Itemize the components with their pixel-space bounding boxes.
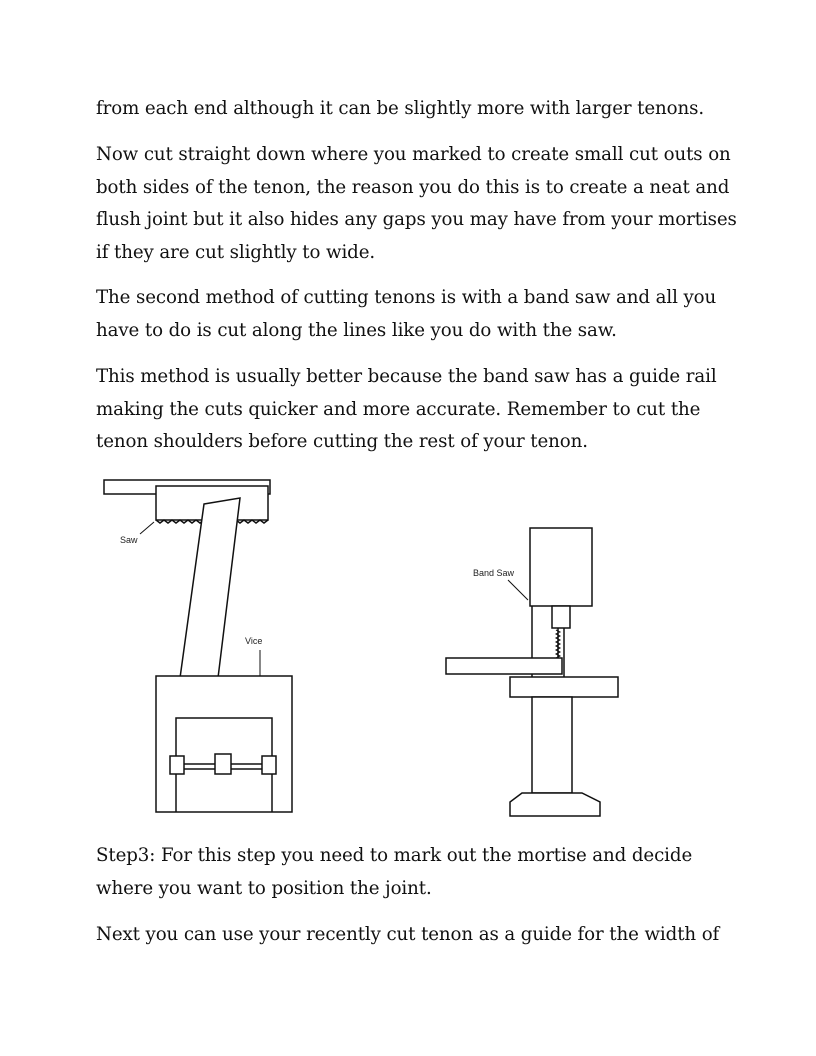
paragraph-tenon-ends: [96, 93, 746, 126]
paragraph-guide-rail: [96, 361, 746, 459]
band-saw-drawing: [446, 528, 618, 816]
band-saw-leader-line: [508, 580, 528, 600]
saw-and-vice-drawing: [104, 480, 292, 812]
vice-screw-right: [262, 756, 276, 774]
text-line: making the cuts quicker and more accurate. Remember to cut the: [96, 398, 701, 420]
workpiece: [180, 498, 240, 678]
band-saw-blade-guide: [552, 606, 570, 628]
vice-screw-left: [170, 756, 184, 774]
saw-label: Saw: [120, 535, 138, 545]
text-line: Now cut straight down where you marked to create small cut outs on: [96, 144, 731, 165]
paragraph-band-saw-method: [96, 282, 746, 347]
text-line: Next you can use your recently cut tenon as a guide for the width of: [96, 924, 720, 945]
paragraph-cut-outs: [96, 139, 746, 269]
tenon-cutting-illustration: [96, 472, 726, 822]
band-saw-label: Band Saw: [473, 568, 515, 578]
band-saw-table: [510, 677, 618, 697]
text-line: The second method of cutting tenons is with a band saw and all you: [96, 287, 717, 308]
band-saw-workpiece: [446, 658, 562, 674]
text-line: both sides of the tenon, the reason you do this is to create a neat and: [96, 176, 730, 198]
band-saw-base: [510, 793, 600, 816]
text-line: This method is usually better because the band saw has a guide rail: [96, 366, 717, 387]
vice-label: Vice: [245, 636, 263, 646]
vice-screw-center: [215, 754, 231, 774]
paragraph-step3: [96, 840, 746, 905]
paragraph-tenon-guide: [96, 919, 746, 952]
text-line: Step3: For this step you need to mark out the mortise and decide: [96, 845, 693, 866]
text-line: from each end although it can be slightly more with larger tenons.: [96, 98, 705, 119]
band-saw-upper-housing: [530, 528, 592, 606]
saw-leader-line: [140, 522, 154, 534]
band-saw-column: [532, 697, 572, 793]
text-line: have to do is cut along the lines like you do with the saw.: [96, 319, 617, 341]
text-line: tenon shoulders before cutting the rest of your tenon.: [96, 431, 588, 452]
text-line: flush joint but it also hides any gaps you may have from your mortises: [96, 209, 737, 230]
text-line: where you want to position the joint.: [96, 877, 432, 899]
text-line: if they are cut slightly to wide.: [96, 241, 376, 263]
